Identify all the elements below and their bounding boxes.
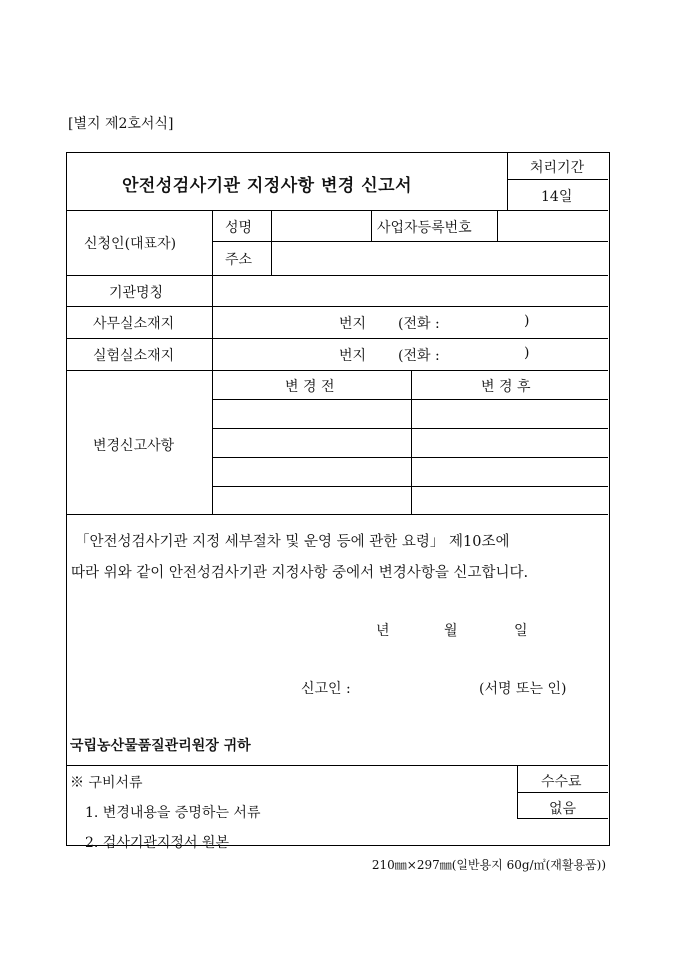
divider-title [67, 210, 608, 211]
form-number: [별지 제2호서식] [68, 116, 174, 132]
name-label: 성명 [225, 220, 253, 236]
vline-fee [517, 765, 518, 818]
reporter-label: 신고인 : [301, 681, 351, 697]
org-name-label: 기관명칭 [109, 285, 164, 301]
vline-processing [507, 153, 508, 210]
signature-label: (서명 또는 인) [479, 681, 567, 697]
report-form [66, 152, 610, 851]
date-day: 일 [514, 623, 528, 639]
processing-period-value: 14일 [541, 189, 573, 205]
processing-period-label: 처리기간 [530, 160, 585, 176]
divider-lab [67, 370, 608, 371]
before-change-header: 변 경 전 [285, 379, 335, 395]
fee-label: 수수료 [541, 774, 582, 790]
divider-processing [507, 179, 608, 180]
divider-change-row3 [212, 486, 608, 487]
fee-value: 없음 [549, 801, 577, 817]
divider-fee [517, 792, 608, 793]
addressee: 국립농산물품질관리원장 귀하 [70, 738, 251, 754]
office-location-label: 사무실소재지 [93, 316, 175, 332]
date-month: 월 [444, 623, 458, 639]
declaration-line-1: 「안전성검사기관 지정 세부절차 및 운영 등에 관한 요령」 제10조에 [75, 534, 510, 550]
divider-changes-end [67, 514, 608, 515]
business-number-label: 사업자등록번호 [377, 220, 472, 236]
vline-name-value [371, 210, 372, 241]
lab-phone-close: ) [524, 345, 530, 361]
office-phone-close: ) [524, 313, 530, 329]
divider-fee-end [517, 818, 608, 819]
divider-change-row1 [212, 428, 608, 429]
paper-spec: 210㎜×297㎜(일반용지 60g/㎡(재활용품)) [371, 858, 606, 872]
vline-bizno-label [497, 210, 498, 241]
date-year: 년 [376, 623, 390, 639]
divider-change-header [212, 399, 608, 400]
lab-beonji: 번지 [339, 348, 367, 364]
lab-phone-label: (전화 : [398, 348, 440, 364]
required-document-2: 2. 검사기관지정서 원본 [85, 835, 229, 851]
form-title: 안전성검사기관 지정사항 변경 신고서 [122, 176, 413, 196]
applicant-label: 신청인(대표자) [84, 236, 177, 252]
divider-change-row2 [212, 457, 608, 458]
vline-label-column [212, 210, 213, 514]
office-beonji: 번지 [339, 316, 367, 332]
after-change-header: 변 경 후 [481, 379, 531, 395]
divider-declaration-end [67, 765, 608, 766]
changes-label: 변경신고사항 [93, 438, 175, 454]
divider-applicant-end [67, 275, 608, 276]
divider-org [67, 306, 608, 307]
vline-name-label [271, 210, 272, 275]
divider-office [67, 338, 608, 339]
office-phone-label: (전화 : [398, 316, 440, 332]
address-label: 주소 [225, 252, 253, 268]
declaration-line-2: 따라 위와 같이 안전성검사기관 지정사항 중에서 변경사항을 신고합니다. [71, 565, 529, 581]
required-documents-title: ※ 구비서류 [70, 775, 143, 791]
vline-before-after [411, 370, 412, 514]
required-document-1: 1. 변경내용을 증명하는 서류 [85, 805, 261, 821]
lab-location-label: 실험실소재지 [93, 348, 175, 364]
